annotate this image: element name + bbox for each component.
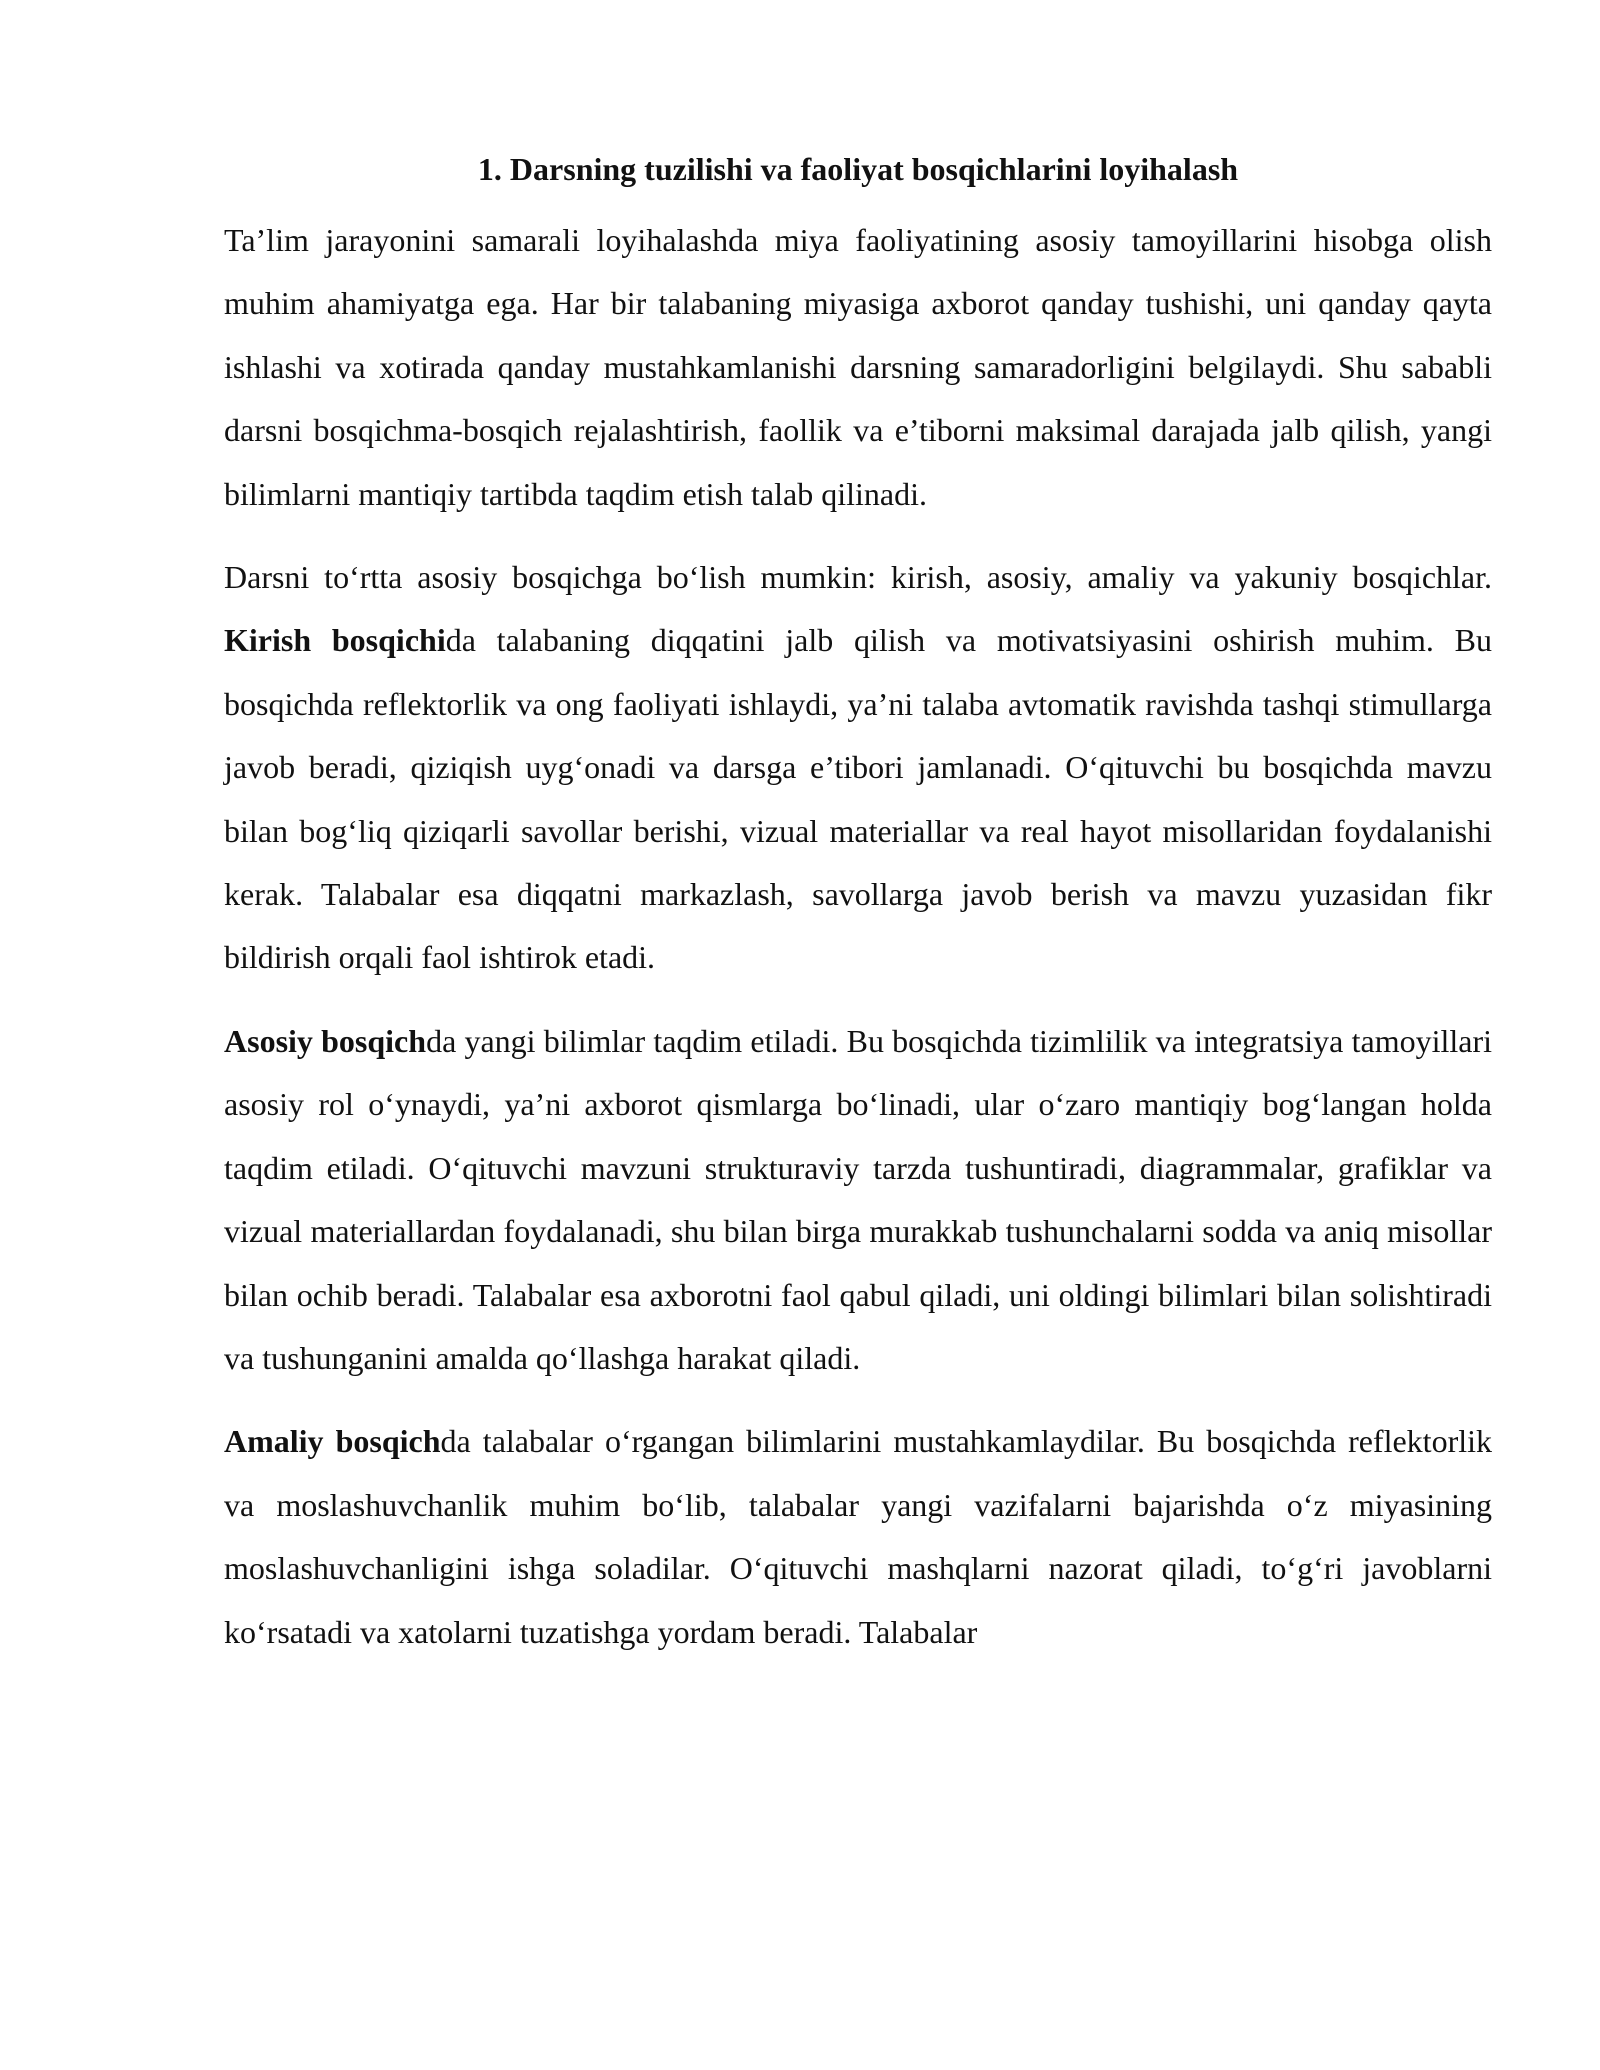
section-title: 1. Darsning tuzilishi va faoliyat bosqichlarini loyihalash [477, 151, 1239, 187]
paragraph-text: da yangi bilimlar taqdim etiladi. Bu bosqichda tizimlilik va integratsiya tamoyillari asosiy rol o‘ynaydi, ya’ni axborot qismlarga bo‘linadi, ular o‘zaro mantiqiy bog‘langan holda taqdim etiladi. O‘qituvchi mavzuni strukturaviy tarzda tushuntiradi, diagrammalar, grafiklar va vizual materiallardan foydalanadi, shu bilan birga murakkab tushunchalarni sodda va aniq misollar bilan ochib beradi. Talabalar esa axborotni faol qabul qiladi, uni oldingi bilimlari bilan solishtiradi va tushunganini amalda qo‘llashga harakat qiladi. [224, 1022, 1493, 1376]
paragraph-bold-lead: Amaliy bosqich [224, 1423, 441, 1460]
paragraph-asosiy [224, 1010, 1492, 1390]
paragraph-text: Ta’lim jarayonini samarali loyihalashda miya faoliyatining asosiy tamoyillarini hisobga olish muhim ahamiyatga ega. Har bir talabaning miyasiga axborot qanday tushishi, uni qanday qayta ishlashi va xotirada qanday mustahkamlanishi darsning samaradorligini belgilaydi. Shu sababli darsni bosqichma-bosqich rejalashtirish, faollik va e’tiborni maksimal darajada jalb qilish, yangi bilimlarni mantiqiy tartibda taqdim etish talab qilinadi. [224, 222, 1492, 512]
paragraph-bold-lead: Asosiy bosqich [224, 1022, 427, 1059]
paragraph-text: da talabalar o‘rgangan bilimlarini mustahkamlaydilar. Bu bosqichda reflektorlik va moslashuvchanlik muhim bo‘lib, talabalar yangi vazifalarni bajarishda o‘z miyasining moslashuvchanligini ishga soladilar. O‘qituvchi mashqlarni nazorat qiladi, to‘g‘ri javoblarni ko‘rsatadi va xatolarni tuzatishga yordam beradi. Talabalar [224, 1423, 1493, 1650]
document-content [224, 145, 1492, 1684]
paragraph-intro [224, 209, 1492, 526]
paragraph-bold-lead: Kirish bosqichi [224, 622, 446, 659]
paragraph-amaliy [224, 1410, 1492, 1664]
paragraph-pre-text: Darsni to‘rtta asosiy bosqichga bo‘lish mumkin: kirish, asosiy, amaliy va yakuniy bosqichlar. [224, 559, 1492, 596]
paragraph-kirish [224, 546, 1492, 990]
paragraph-text: da talabaning diqqatini jalb qilish va motivatsiyasini oshirish muhim. Bu bosqichda reflektorlik va ong faoliyati ishlaydi, ya’ni talaba avtomatik ravishda tashqi stimullarga javob beradi, qiziqish uyg‘onadi va darsga e’tibori jamlanadi. O‘qituvchi bu bosqichda mavzu bilan bog‘liq qiziqarli savollar berishi, vizual materiallar va real hayot misollaridan foydalanishi kerak. Talabalar esa diqqatni markazlash, savollarga javob berish va mavzu yuzasidan fikr bildirish orqali faol ishtirok etadi. [224, 622, 1493, 976]
